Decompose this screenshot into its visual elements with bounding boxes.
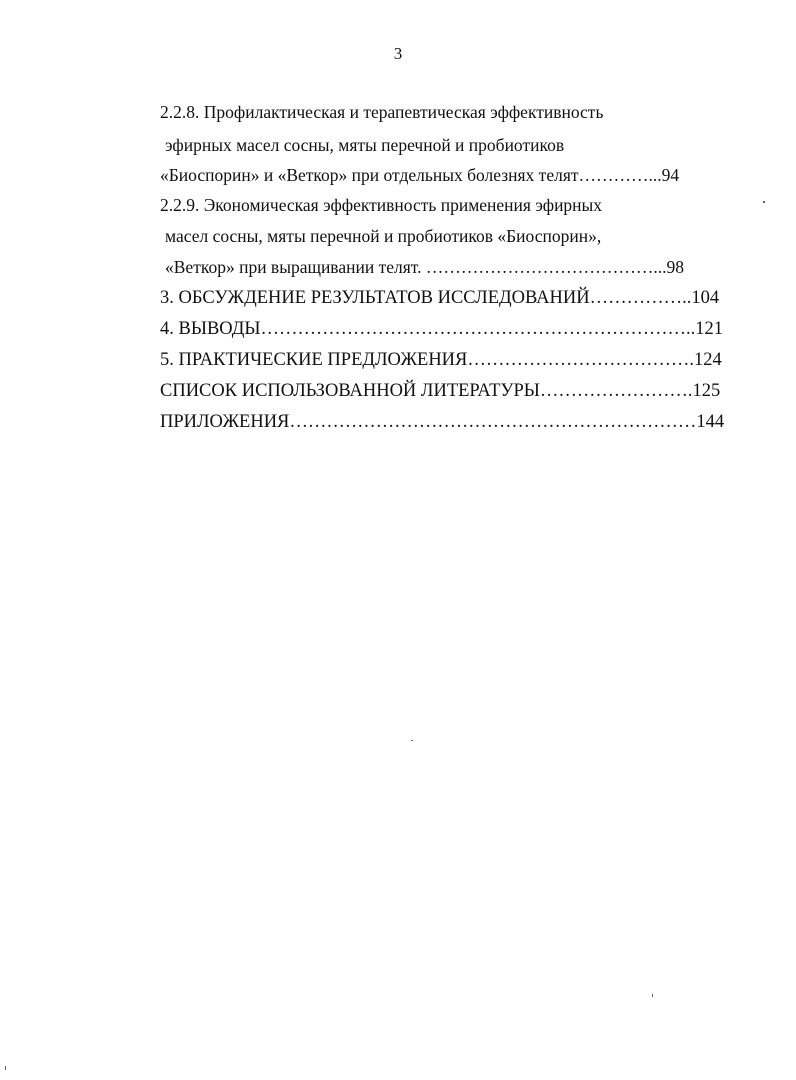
toc-entry-2-2-8-line-3: «Биоспорин» и «Веткор» при отдельных болезнях телят…………...94 — [160, 165, 680, 185]
toc-entry-section-3: 3. ОБСУЖДЕНИЕ РЕЗУЛЬТАТОВ ИССЛЕДОВАНИЙ……………..104 — [160, 288, 720, 308]
toc-entry-2-2-9-line-3: «Веткор» при выращивании телят. …………………………………...98 — [165, 257, 684, 277]
scan-speck — [763, 201, 765, 203]
toc-entry-section-5: 5. ПРАКТИЧЕСКИЕ ПРЕДЛОЖЕНИЯ……………………………….124 — [160, 350, 722, 370]
toc-entry-references: СПИСОК ИСПОЛЬЗОВАННОЙ ЛИТЕРАТУРЫ…………………….125 — [160, 381, 721, 401]
scan-speck — [411, 740, 413, 741]
toc-entry-2-2-9-line-2: масел сосны, мяты перечной и пробиотиков «Биоспорин», — [165, 226, 602, 246]
page-number: 3 — [393, 44, 403, 63]
scan-speck — [652, 994, 653, 997]
toc-entry-2-2-8-line-2: эфирных масел сосны, мяты перечной и пробиотиков — [165, 135, 565, 155]
toc-entry-appendices: ПРИЛОЖЕНИЯ…………………………………………………………144 — [160, 412, 725, 432]
toc-entry-2-2-8-line-1: 2.2.8. Профилактическая и терапевтическая эффективность — [160, 102, 604, 122]
scan-speck — [5, 1066, 6, 1070]
toc-entry-2-2-9-line-1: 2.2.9. Экономическая эффективность применения эфирных — [160, 195, 603, 215]
toc-entry-section-4: 4. ВЫВОДЫ……………………………………………………………..121 — [160, 319, 724, 339]
